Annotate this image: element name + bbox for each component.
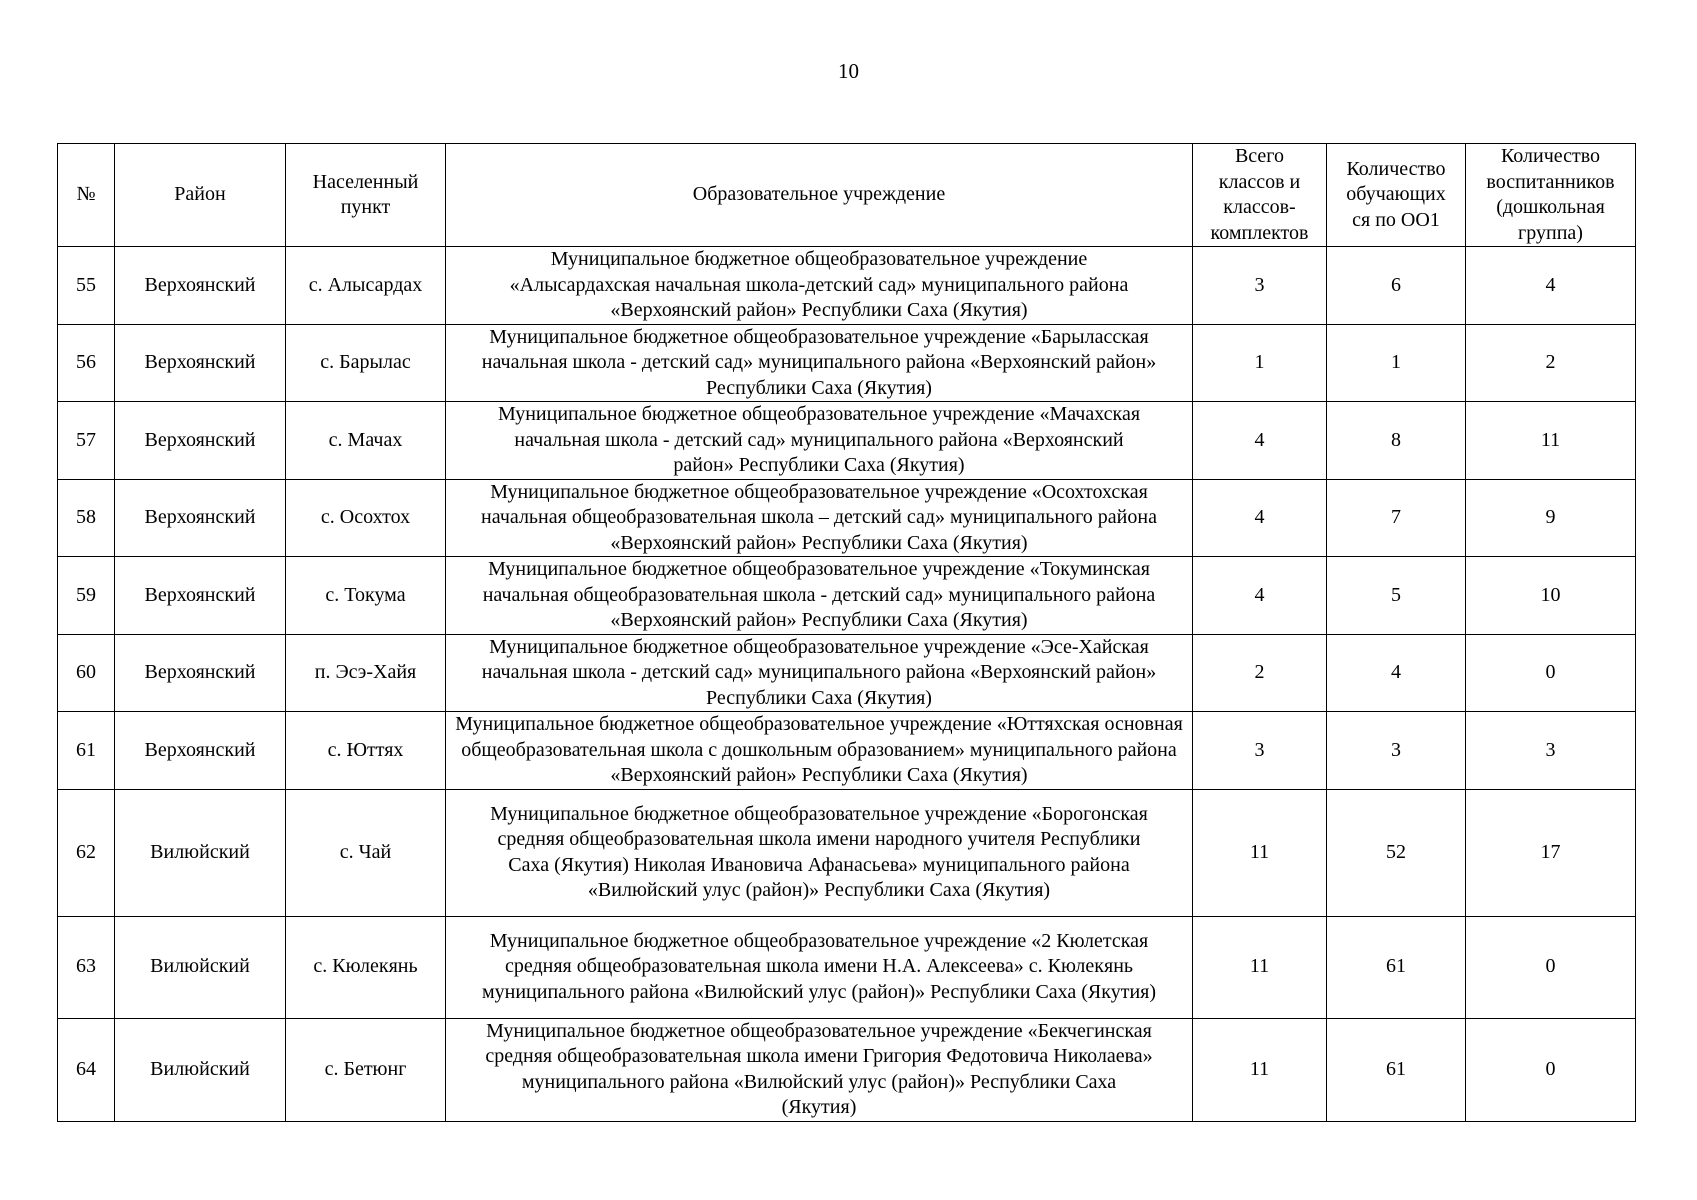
header-settlement: Населенный пункт [286,144,446,247]
header-classes: Всего классов и классов-комплектов [1193,144,1327,247]
cell-district: Верхоянский [115,247,286,325]
cell-students: 1 [1327,324,1466,402]
cell-institution: Муниципальное бюджетное общеобразовательное учреждение «Осохтохская начальная общеобразовательная школа – детский сад» муниципального района «Верхоянский район» Республики Саха (Якутия) [446,479,1193,557]
cell-institution: Муниципальное бюджетное общеобразовательное учреждение «Борогонская средняя общеобразовательная школа имени народного учителя Республики Саха (Якутия) Николая Ивановича Афанасьева» муниципального района «Вилюйский улус (район)» Республики Саха (Якутия) [446,789,1193,916]
cell-classes: 11 [1193,1018,1327,1121]
cell-classes: 11 [1193,789,1327,916]
cell-district: Вилюйский [115,789,286,916]
cell-students: 5 [1327,557,1466,635]
header-district: Район [115,144,286,247]
cell-settlement: с. Мачах [286,402,446,480]
cell-district: Вилюйский [115,916,286,1018]
cell-settlement: с. Бетюнг [286,1018,446,1121]
cell-settlement: с. Токума [286,557,446,635]
cell-students: 61 [1327,916,1466,1018]
cell-preschool: 0 [1466,634,1636,712]
table-row [58,712,1636,790]
institutions-table [57,143,1636,1122]
cell-classes: 4 [1193,557,1327,635]
cell-classes: 1 [1193,324,1327,402]
table-row [58,479,1636,557]
cell-settlement: п. Эсэ-Хайя [286,634,446,712]
cell-number: 61 [58,712,115,790]
cell-settlement: с. Барылас [286,324,446,402]
cell-district: Верхоянский [115,712,286,790]
cell-institution: Муниципальное бюджетное общеобразовательное учреждение «Токуминская начальная общеобразовательная школа - детский сад» муниципального района «Верхоянский район» Республики Саха (Якутия) [446,557,1193,635]
header-preschool: Количество воспитанников (дошкольная группа) [1466,144,1636,247]
cell-students: 3 [1327,712,1466,790]
cell-classes: 4 [1193,479,1327,557]
cell-classes: 3 [1193,712,1327,790]
cell-number: 64 [58,1018,115,1121]
cell-number: 59 [58,557,115,635]
header-institution: Образовательное учреждение [446,144,1193,247]
cell-institution: Муниципальное бюджетное общеобразовательное учреждение «2 Кюлетская средняя общеобразовательная школа имени Н.А. Алексеева» с. Кюлекянь муниципального района «Вилюйский улус (район)» Республики Саха (Якутия) [446,916,1193,1018]
cell-students: 7 [1327,479,1466,557]
cell-preschool: 11 [1466,402,1636,480]
cell-classes: 3 [1193,247,1327,325]
cell-preschool: 2 [1466,324,1636,402]
cell-classes: 4 [1193,402,1327,480]
cell-institution: Муниципальное бюджетное общеобразовательное учреждение «Алысардахская начальная школа-детский сад» муниципального района «Верхоянский район» Республики Саха (Якутия) [446,247,1193,325]
cell-students: 8 [1327,402,1466,480]
cell-preschool: 10 [1466,557,1636,635]
cell-institution: Муниципальное бюджетное общеобразовательное учреждение «Юттяхская основная общеобразовательная школа с дошкольным образованием» муниципального района «Верхоянский район» Республики Саха (Якутия) [446,712,1193,790]
cell-settlement: с. Осохтох [286,479,446,557]
table-row [58,247,1636,325]
cell-settlement: с. Кюлекянь [286,916,446,1018]
cell-preschool: 17 [1466,789,1636,916]
cell-students: 6 [1327,247,1466,325]
table-row [58,634,1636,712]
cell-students: 61 [1327,1018,1466,1121]
cell-number: 56 [58,324,115,402]
cell-settlement: с. Алысардах [286,247,446,325]
cell-students: 4 [1327,634,1466,712]
table-row [58,1018,1636,1121]
cell-district: Верхоянский [115,402,286,480]
cell-classes: 11 [1193,916,1327,1018]
cell-institution: Муниципальное бюджетное общеобразовательное учреждение «Бекчегинская средняя общеобразовательная школа имени Григория Федотовича Николаева» муниципального района «Вилюйский улус (район)» Республики Саха (Якутия) [446,1018,1193,1121]
cell-institution: Муниципальное бюджетное общеобразовательное учреждение «Барылаcская начальная школа - детский сад» муниципального района «Верхоянский район» Республики Саха (Якутия) [446,324,1193,402]
cell-number: 60 [58,634,115,712]
cell-preschool: 0 [1466,916,1636,1018]
cell-district: Вилюйский [115,1018,286,1121]
table-row [58,789,1636,916]
table-row [58,557,1636,635]
cell-institution: Муниципальное бюджетное общеобразовательное учреждение «Мачахская начальная школа - детский сад» муниципального района «Верхоянский район» Республики Саха (Якутия) [446,402,1193,480]
page-number: 10 [838,59,859,83]
cell-preschool: 9 [1466,479,1636,557]
cell-district: Верхоянский [115,634,286,712]
header-number: № [58,144,115,247]
cell-classes: 2 [1193,634,1327,712]
cell-number: 55 [58,247,115,325]
cell-district: Верхоянский [115,557,286,635]
cell-number: 57 [58,402,115,480]
table-row [58,916,1636,1018]
header-students: Количество обучающих ся по ОО1 [1327,144,1466,247]
cell-preschool: 4 [1466,247,1636,325]
cell-institution: Муниципальное бюджетное общеобразовательное учреждение «Эсе-Хайская начальная школа - детский сад» муниципального района «Верхоянский район» Республики Саха (Якутия) [446,634,1193,712]
cell-number: 63 [58,916,115,1018]
table-row [58,324,1636,402]
cell-preschool: 3 [1466,712,1636,790]
cell-number: 58 [58,479,115,557]
table-header-row [58,144,1636,247]
cell-district: Верхоянский [115,324,286,402]
table-row [58,402,1636,480]
cell-preschool: 0 [1466,1018,1636,1121]
cell-settlement: с. Чай [286,789,446,916]
cell-students: 52 [1327,789,1466,916]
cell-number: 62 [58,789,115,916]
cell-settlement: с. Юттях [286,712,446,790]
cell-district: Верхоянский [115,479,286,557]
